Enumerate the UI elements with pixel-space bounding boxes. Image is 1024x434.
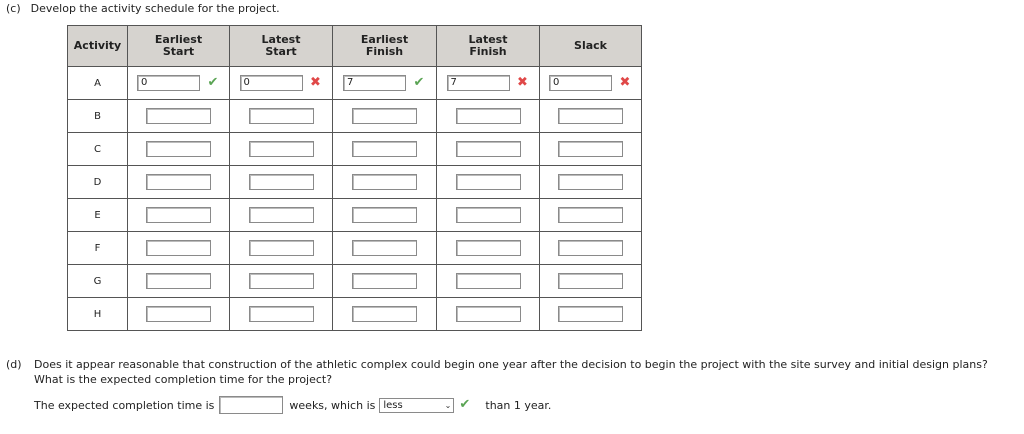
earliest-finish-input-g[interactable] [352, 273, 417, 289]
part-c-prompt [6, 2, 280, 15]
earliest-finish-input-a[interactable] [343, 75, 406, 91]
latest-start-input-a[interactable] [240, 75, 303, 91]
activity-label: E [68, 199, 128, 232]
part-d-text: Does it appear reasonable that construction of the athletic complex could begin one year after the decision to begin the project with the site survey and initial design plans? What is the expected completion time for the project? [34, 358, 988, 386]
latest-finish-input-d[interactable] [456, 174, 521, 190]
table-row-d [68, 166, 642, 199]
earliest-start-input-g[interactable] [146, 273, 211, 289]
activity-label: B [68, 100, 128, 133]
slack-input-f[interactable] [558, 240, 623, 256]
slack-input-e[interactable] [558, 207, 623, 223]
table-row-h [68, 298, 642, 331]
latest-start-input-b[interactable] [249, 108, 314, 124]
earliest-start-input-d[interactable] [146, 174, 211, 190]
earliest-start-input-a[interactable] [137, 75, 200, 91]
slack-input-g[interactable] [558, 273, 623, 289]
latest-start-input-f[interactable] [249, 240, 314, 256]
latest-finish-input-c[interactable] [456, 141, 521, 157]
part-d-question [6, 357, 1016, 387]
earliest-finish-input-f[interactable] [352, 240, 417, 256]
completion-time-input[interactable] [219, 396, 283, 414]
table-row-b [68, 100, 642, 133]
activity-label: D [68, 166, 128, 199]
slack-input-c[interactable] [558, 141, 623, 157]
header-slack: Slack [540, 26, 642, 67]
check-icon: ✔ [459, 397, 471, 412]
header-activity: Activity [68, 26, 128, 67]
earliest-start-input-f[interactable] [146, 240, 211, 256]
cross-icon: ✖ [619, 75, 631, 90]
earliest-finish-input-b[interactable] [352, 108, 417, 124]
part-c-label: (c) [6, 2, 21, 15]
chevron-down-icon: ⌄ [444, 400, 452, 410]
answer-prefix: The expected completion time is [34, 398, 215, 412]
table-row-f [68, 232, 642, 265]
activity-label: H [68, 298, 128, 331]
table-row-g [68, 265, 642, 298]
earliest-finish-input-e[interactable] [352, 207, 417, 223]
activity-label: F [68, 232, 128, 265]
activity-schedule-table [67, 25, 642, 331]
part-d-label: (d) [6, 358, 22, 371]
latest-finish-input-g[interactable] [456, 273, 521, 289]
completion-answer-line [34, 396, 551, 414]
earliest-start-input-c[interactable] [146, 141, 211, 157]
cross-icon: ✖ [517, 75, 528, 90]
header-earliest-start: Earliest Start [128, 26, 230, 67]
latest-finish-input-e[interactable] [456, 207, 521, 223]
slack-input-h[interactable] [558, 306, 623, 322]
slack-input-a[interactable] [549, 75, 612, 91]
header-earliest-finish: Earliest Finish [333, 26, 437, 67]
latest-start-input-h[interactable] [249, 306, 314, 322]
earliest-finish-input-c[interactable] [352, 141, 417, 157]
comparison-select-value: less [383, 399, 403, 411]
part-c-text: Develop the activity schedule for the project. [30, 2, 280, 15]
answer-suffix: than 1 year. [485, 398, 552, 412]
header-latest-start: Latest Start [230, 26, 333, 67]
check-icon: ✔ [413, 75, 425, 90]
activity-label: G [68, 265, 128, 298]
header-latest-finish: Latest Finish [437, 26, 540, 67]
earliest-start-input-e[interactable] [146, 207, 211, 223]
latest-finish-input-b[interactable] [456, 108, 521, 124]
activity-label: A [68, 67, 128, 100]
table-row-e [68, 199, 642, 232]
table-row-c [68, 133, 642, 166]
check-icon: ✔ [207, 75, 219, 90]
latest-start-input-d[interactable] [249, 174, 314, 190]
slack-input-b[interactable] [558, 108, 623, 124]
activity-label: C [68, 133, 128, 166]
earliest-finish-input-h[interactable] [352, 306, 417, 322]
comparison-select[interactable] [379, 398, 454, 413]
latest-start-input-g[interactable] [249, 273, 314, 289]
latest-start-input-c[interactable] [249, 141, 314, 157]
table-row-a [68, 67, 642, 100]
latest-finish-input-h[interactable] [456, 306, 521, 322]
answer-middle: weeks, which is [289, 398, 376, 412]
latest-finish-input-a[interactable] [447, 75, 510, 91]
earliest-finish-input-d[interactable] [352, 174, 417, 190]
cross-icon: ✖ [310, 75, 321, 90]
earliest-start-input-b[interactable] [146, 108, 211, 124]
latest-finish-input-f[interactable] [456, 240, 521, 256]
earliest-start-input-h[interactable] [146, 306, 211, 322]
slack-input-d[interactable] [558, 174, 623, 190]
latest-start-input-e[interactable] [249, 207, 314, 223]
